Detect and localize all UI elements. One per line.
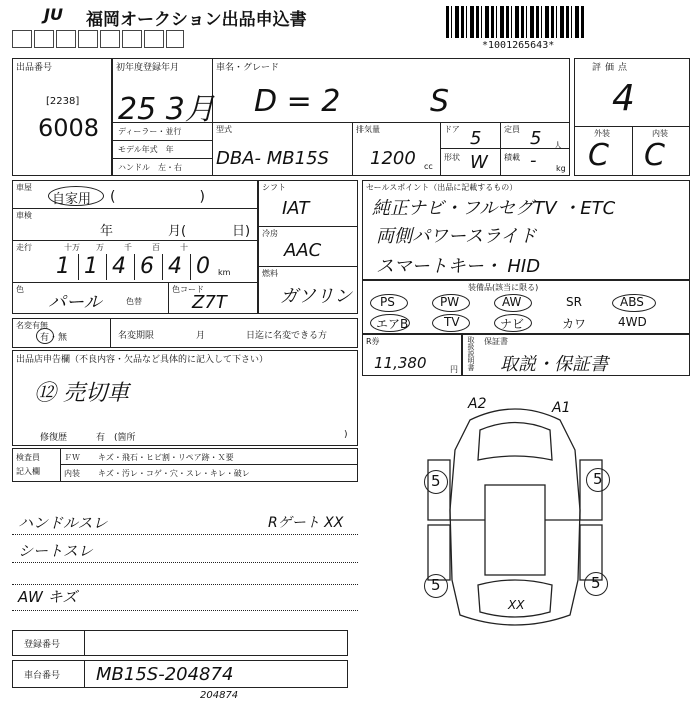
equipment-label: 装備品(該当に限る) [468,283,539,292]
recycle-unit: 円 [450,365,458,374]
lot-number: 6008 [38,114,100,142]
color-label: 色 [16,285,24,294]
load-value: - [530,150,537,171]
handle-label: ハンドル 左・右 [118,163,182,172]
load-unit: kg [556,164,566,173]
damage-num-fl: 5 [431,472,441,490]
equip-sr: SR [566,295,582,309]
meibo-deadline-label: 名変期限 [118,331,155,341]
capacity-value: 5 [530,128,542,149]
mileage-mark-4: 十 [180,243,188,252]
form-title: 福岡オークション出品申込書 [86,10,307,30]
remark-2: AW キズ [18,588,78,606]
fuel-label: 燃料 [262,269,278,278]
fw-items: キズ・飛石・ヒビ割・リペア跡・Ｘ要 [98,453,234,462]
doors-label: ドア [444,125,460,134]
barcode [446,6,586,38]
int-items: キズ・汚レ・コゲ・穴・スレ・キレ・破レ [98,469,250,478]
auction-logo: JU [44,5,63,24]
repair-label: 修復歴 [40,433,68,443]
cc-label: 排気量 [356,125,380,134]
mileage-mark-1: 万 [96,243,104,252]
year-label: 初年度登録年月 [116,63,180,73]
equip-tv: TV [444,315,460,329]
diagram-label-a2: A2 [468,396,487,412]
lot-label: 出品番号 [16,63,53,73]
chassis-label: 車台番号 [24,671,61,681]
fuel-value: ガソリン [280,286,352,307]
equip-pw: PW [440,295,460,309]
note-label: 出品店申告欄（不良内容・欠品など具体的に記入して下さい） [16,355,269,365]
repair-close: ) [344,430,348,440]
inspector-label-b: 記入欄 [16,467,40,476]
equip-abs: ABS [620,295,644,309]
color-value: パール [48,292,102,313]
registration-box [12,630,348,656]
inspector-label-a: 検査員 [16,453,40,462]
mileage-digit-1: 1 [84,254,98,279]
model-label: 車名・グレード [216,63,280,73]
equip-aw: AW [502,295,522,309]
footer-scribble: 204874 [200,690,239,701]
rating-ext-label: 外装 [594,129,610,138]
doors-value: 5 [470,128,482,149]
equip-ps: PS [380,295,395,309]
fw-label: ＦＷ [64,453,80,462]
mileage-mark-3: 百 [152,243,160,252]
int-label: 内装 [64,469,80,478]
mileage-mark-2: 千 [124,243,132,252]
mileage-mark-0: 十万 [64,243,80,252]
remark-right: Rゲート XX [268,515,344,531]
shift-label: シフト [262,183,286,192]
rating-ext: C [588,138,609,173]
repair-value: 有 (箇所 [96,433,136,443]
lot-tag: [2238] [46,96,80,107]
rating-int-label: 内装 [652,129,668,138]
diagram-label-a1: A1 [552,400,571,416]
damage-num-fr: 5 [593,470,603,488]
year-value: 25 3月 [118,92,215,127]
mileage-label: 走行 [16,243,32,252]
model-name: D = 2 [254,84,341,119]
usage-paren: ( ) [110,189,205,205]
mileage-digit-2: 4 [112,254,126,279]
capacity-label: 定員 [504,125,520,134]
color-sub-label: 色替 [126,297,142,306]
aircon-value: AAC [284,240,322,261]
shape-value: W [470,152,488,173]
meibo-label: 名変有無 [16,321,48,330]
meibo-note: 日迄に名変できる方 [246,331,328,341]
meibo-value: 有・無 [40,333,68,343]
docs-label-a: 取扱説明書 [467,336,475,371]
color-code-label: 色コード [172,285,204,294]
sales-point-line-2: スマートキー・ HID [376,256,541,277]
cc-unit: cc [424,162,433,171]
note-text: ⑫ 売切車 [34,381,129,406]
sales-point-line-0: 純正ナビ・フルセグTV ・ETC [372,198,616,219]
equip-airbag: エアB [376,317,409,331]
type-label: 型式 [216,125,232,134]
type-value: DBA- MB15S [216,148,329,169]
inspection-year: 年 [100,224,114,239]
meibo-month: 月 [196,331,206,341]
recycle-label: R券 [366,337,380,346]
equip-4wd: 4WD [618,315,647,329]
sales-point-line-1: 両側パワースライド [376,226,537,247]
mileage-digit-5: 0 [196,254,210,279]
dealer-label: ディーラー・並行 [118,127,182,136]
docs-value: 取説・保証書 [500,354,608,375]
registration-label: 登録番号 [24,640,61,650]
rating-label: 評価点 [592,63,632,73]
inspection-label: 車検 [16,211,32,220]
damage-num-rr: 5 [591,574,601,592]
rating-int: C [644,138,665,173]
model-grade: S [430,84,450,119]
mileage-unit: km [218,268,231,277]
remark-1: シートスレ [18,542,93,560]
mileage-digit-0: 1 [56,254,70,279]
recycle-value: 11,380 [374,354,427,372]
usage-value: 自家用 [52,192,92,207]
capacity-unit: 人 [554,141,562,150]
inspection-day: 日) [232,224,251,239]
equip-navi: ナビ [500,317,525,331]
mileage-digit-4: 4 [168,254,182,279]
sales-point-label: セールスポイント（出品に記載するもの） [366,183,518,192]
color-code: Z7T [192,292,227,313]
remark-0: ハンドルスレ [18,514,108,532]
chassis-value: MB15S-204874 [96,664,234,685]
barcode-number: *1001265643* [482,40,555,51]
model-year-label: モデル年式 年 [118,145,174,154]
cc-value: 1200 [370,148,416,169]
shift-value: IAT [282,198,310,219]
damage-num-rl: 5 [431,576,441,594]
load-label: 積載 [504,153,520,162]
inspection-month: 月( [168,224,187,239]
equip-leather: カワ [562,317,587,331]
damage-mark-rear: XX [508,598,525,612]
usage-label: 車屋 [16,183,32,192]
rating-value: 4 [612,78,635,119]
docs-label-b: 保証書 [484,337,508,346]
shape-label: 形状 [444,153,460,162]
mileage-digit-3: 6 [140,254,154,279]
aircon-label: 冷房 [262,229,278,238]
